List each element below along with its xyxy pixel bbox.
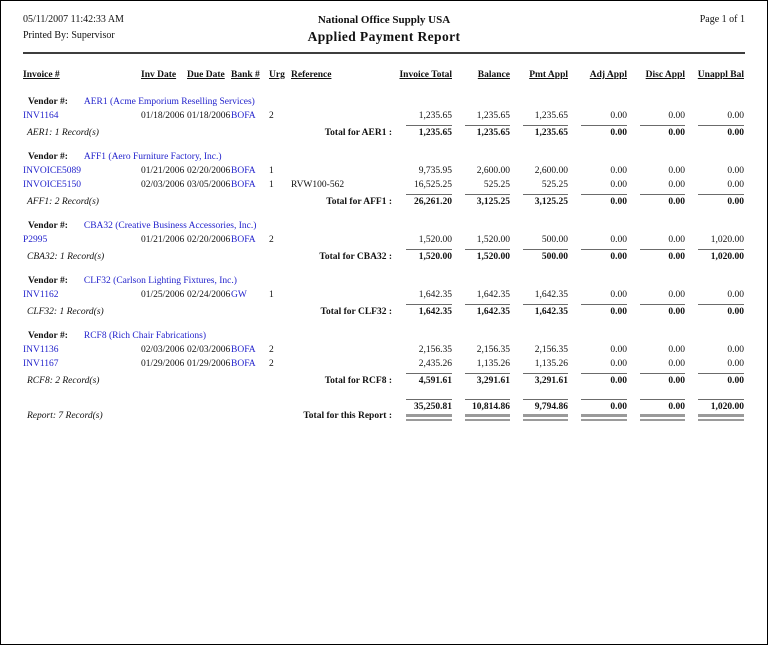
group-total-pmt-appl (513, 369, 571, 386)
cell-urg: 1 (269, 290, 274, 300)
vendor-number-label: Vendor #: (28, 97, 68, 107)
cell-adj-appl: 0.00 (610, 359, 627, 369)
group-total-adj-appl (571, 369, 630, 386)
group-total-pmt-appl (513, 300, 571, 317)
vendor-link[interactable]: CBA32 (Creative Business Accessories, Inc.) (83, 221, 257, 231)
invoice-number-link[interactable]: P2995 (23, 235, 48, 245)
cell-pmt-appl: 500.00 (541, 235, 568, 245)
group-total-value: 0.00 (581, 249, 627, 262)
spacer-cell (23, 317, 747, 326)
bank-link[interactable]: BOFA (231, 166, 256, 176)
group-total-row (23, 121, 747, 138)
cell-balance: 1,520.00 (476, 235, 510, 245)
invoice-row (23, 341, 747, 355)
cell-reference (291, 162, 396, 176)
invoice-number-link[interactable]: INV1164 (23, 111, 59, 121)
cell-adj-appl: 0.00 (610, 235, 627, 245)
group-total-unappl-bal (688, 245, 747, 262)
cell-unappl-bal: 0.00 (727, 359, 744, 369)
group-total-pmt-appl (513, 121, 571, 138)
invoice-row (23, 162, 747, 176)
group-total-value: 4,591.61 (406, 373, 452, 386)
cell-due-date: 02/20/2006 (187, 235, 231, 245)
double-underline-bar (698, 414, 744, 417)
group-total-balance (455, 369, 513, 386)
printed-datetime: 05/11/2007 11:42:33 AM (23, 14, 124, 25)
payment-table (23, 70, 747, 421)
invoice-number-link[interactable]: INVOICE5150 (23, 180, 82, 190)
vendor-link[interactable]: RCF8 (Rich Chair Fabrications) (83, 331, 207, 341)
group-total-adj-appl (571, 300, 630, 317)
cell-balance: 525.25 (483, 180, 510, 190)
printed-by: Printed By: Supervisor (23, 30, 115, 41)
group-total-disc-appl (630, 245, 688, 262)
bank-link[interactable]: BOFA (231, 345, 256, 355)
group-total-pmt-appl (513, 245, 571, 262)
cell-disc-appl: 0.00 (668, 235, 685, 245)
cell-unappl-bal: 0.00 (727, 345, 744, 355)
spacer-row (23, 207, 747, 216)
col-adj-appl: Adj Appl (589, 70, 627, 80)
group-total-value: 0.00 (581, 194, 627, 207)
report-total-balance (455, 399, 513, 421)
report-total-value: 0.00 (640, 399, 685, 412)
vendor-cell (23, 216, 747, 231)
cell-due-date: 02/20/2006 (187, 166, 231, 176)
invoice-number-link[interactable]: INV1167 (23, 359, 59, 369)
group-total-label: Total for CBA32 : (319, 252, 392, 262)
group-total-adj-appl (571, 245, 630, 262)
report-header (1, 1, 767, 45)
group-total-disc-appl (630, 369, 688, 386)
vendor-number-label: Vendor #: (28, 276, 68, 286)
cell-reference: RVW100-562 (291, 180, 345, 190)
double-underline-bar (581, 419, 627, 421)
cell-balance: 1,135.26 (476, 359, 510, 369)
group-total-value: 0.00 (640, 249, 685, 262)
group-total-disc-appl (630, 300, 688, 317)
double-underline-bar (465, 419, 510, 421)
spacer-cell (23, 207, 747, 216)
cell-urg: 2 (269, 359, 274, 369)
group-total-label: Total for AFF1 : (326, 197, 392, 207)
group-total-unappl-bal (688, 300, 747, 317)
cell-reference (291, 107, 396, 121)
cell-invoice-total: 9,735.95 (418, 166, 452, 176)
group-records-label: AER1: 1 Record(s) (27, 128, 99, 138)
col-balance: Balance (477, 70, 510, 80)
group-total-disc-appl (630, 121, 688, 138)
group-total-label: Total for RCF8 : (324, 376, 392, 386)
cell-urg: 2 (269, 345, 274, 355)
header-left (23, 14, 243, 45)
group-total-value: 0.00 (698, 304, 744, 317)
cell-adj-appl: 0.00 (610, 345, 627, 355)
spacer-row (23, 317, 747, 326)
spacer-row (23, 386, 747, 399)
cell-disc-appl: 0.00 (668, 166, 685, 176)
group-total-adj-appl (571, 190, 630, 207)
group-total-unappl-bal (688, 190, 747, 207)
cell-invoice-total: 1,642.35 (418, 290, 452, 300)
group-total-pmt-appl (513, 190, 571, 207)
group-total-value: 1,235.65 (523, 125, 568, 138)
cell-inv-date: 01/29/2006 (141, 359, 185, 369)
group-records-label: CLF32: 1 Record(s) (27, 307, 104, 317)
group-total-value: 3,125.25 (465, 194, 510, 207)
vendor-link[interactable]: AER1 (Acme Emporium Reselling Services) (83, 97, 255, 107)
vendor-number-label: Vendor #: (28, 331, 68, 341)
spacer-cell (23, 262, 747, 271)
group-total-value: 1,642.35 (406, 304, 452, 317)
report-total-adj-appl (571, 399, 630, 421)
report-total-value: 0.00 (581, 399, 627, 412)
report-total-pmt-appl (513, 399, 571, 421)
cell-disc-appl: 0.00 (668, 111, 685, 121)
report-title: Applied Payment Report (307, 29, 461, 44)
group-total-invoice-total (396, 300, 455, 317)
bank-link[interactable]: BOFA (231, 359, 256, 369)
cell-pmt-appl: 2,600.00 (534, 166, 568, 176)
invoice-number-link[interactable]: INVOICE5089 (23, 166, 82, 176)
cell-invoice-total: 16,525.25 (414, 180, 452, 190)
group-total-unappl-bal (688, 369, 747, 386)
group-total-label: Total for AER1 : (324, 128, 392, 138)
group-total-value: 0.00 (581, 304, 627, 317)
group-total-disc-appl (630, 190, 688, 207)
cell-disc-appl: 0.00 (668, 290, 685, 300)
cell-pmt-appl: 1,642.35 (534, 290, 568, 300)
double-underline-bar (581, 414, 627, 417)
cell-adj-appl: 0.00 (610, 166, 627, 176)
cell-unappl-bal: 0.00 (727, 180, 744, 190)
report-body (23, 83, 747, 421)
cell-balance: 1,642.35 (476, 290, 510, 300)
bank-link[interactable]: GW (231, 290, 247, 300)
group-total-value: 3,125.25 (523, 194, 568, 207)
spacer-cell (23, 83, 747, 92)
group-total-value: 1,235.65 (406, 125, 452, 138)
spacer-cell (23, 386, 747, 399)
col-reference: Reference (291, 70, 332, 80)
group-total-row (23, 245, 747, 262)
group-total-value: 0.00 (698, 373, 744, 386)
cell-inv-date: 01/21/2006 (141, 166, 185, 176)
cell-pmt-appl: 2,156.35 (534, 345, 568, 355)
report-total-disc-appl (630, 399, 688, 421)
cell-invoice-total: 2,156.35 (418, 345, 452, 355)
group-total-value: 0.00 (581, 373, 627, 386)
vendor-number-label: Vendor #: (28, 152, 68, 162)
group-total-value: 1,520.00 (406, 249, 452, 262)
invoice-row (23, 107, 747, 121)
group-total-value: 1,642.35 (523, 304, 568, 317)
cell-due-date: 02/24/2006 (187, 290, 231, 300)
cell-balance: 2,600.00 (476, 166, 510, 176)
cell-reference (291, 286, 396, 300)
bank-link[interactable]: BOFA (231, 180, 256, 190)
cell-unappl-bal: 0.00 (727, 111, 744, 121)
double-underline-bar (640, 414, 685, 417)
invoice-number-link[interactable]: INV1136 (23, 345, 59, 355)
group-total-unappl-bal (688, 121, 747, 138)
group-total-label: Total for CLF32 : (320, 307, 392, 317)
cell-balance: 1,235.65 (476, 111, 510, 121)
vendor-cell (23, 326, 747, 341)
report-total-row (23, 399, 747, 421)
cell-disc-appl: 0.00 (668, 345, 685, 355)
cell-pmt-appl: 525.25 (541, 180, 568, 190)
vendor-header-row (23, 326, 747, 341)
invoice-row (23, 355, 747, 369)
group-total-balance (455, 245, 513, 262)
group-total-value: 0.00 (698, 194, 744, 207)
header-divider (23, 52, 745, 54)
group-total-value: 1,642.35 (465, 304, 510, 317)
double-underline-bar (465, 414, 510, 417)
cell-inv-date: 01/21/2006 (141, 235, 185, 245)
group-total-balance (455, 121, 513, 138)
group-total-invoice-total (396, 245, 455, 262)
cell-pmt-appl: 1,235.65 (534, 111, 568, 121)
group-total-value: 0.00 (640, 194, 685, 207)
group-total-value: 1,520.00 (465, 249, 510, 262)
cell-reference (291, 341, 396, 355)
cell-adj-appl: 0.00 (610, 111, 627, 121)
group-total-value: 1,235.65 (465, 125, 510, 138)
header-center (243, 14, 525, 45)
cell-reference (291, 231, 396, 245)
report-total-label: Total for this Report : (303, 411, 392, 421)
group-total-row (23, 369, 747, 386)
cell-reference (291, 355, 396, 369)
group-total-value: 0.00 (640, 373, 685, 386)
report-total-unappl-bal (688, 399, 747, 421)
cell-balance: 2,156.35 (476, 345, 510, 355)
group-total-adj-appl (571, 121, 630, 138)
group-total-value: 0.00 (640, 125, 685, 138)
cell-invoice-total: 1,235.65 (418, 111, 452, 121)
invoice-row (23, 231, 747, 245)
spacer-row (23, 83, 747, 92)
report-total-value: 10,814.86 (465, 399, 510, 412)
col-inv-date: Inv Date (141, 70, 177, 80)
group-total-invoice-total (396, 369, 455, 386)
vendor-cell (23, 271, 747, 286)
company-name: National Office Supply USA (317, 14, 451, 26)
vendor-header-row (23, 92, 747, 107)
cell-invoice-total: 2,435.26 (418, 359, 452, 369)
report-records-label: Report: 7 Record(s) (27, 411, 103, 421)
vendor-cell (23, 147, 747, 162)
cell-unappl-bal: 1,020.00 (710, 235, 744, 245)
cell-adj-appl: 0.00 (610, 180, 627, 190)
group-records-label: AFF1: 2 Record(s) (27, 197, 99, 207)
spacer-cell (23, 138, 747, 147)
group-total-value: 3,291.61 (523, 373, 568, 386)
cell-urg: 1 (269, 180, 274, 190)
bank-link[interactable]: BOFA (231, 111, 256, 121)
double-underline-bar (523, 414, 568, 417)
double-underline-bar (640, 419, 685, 421)
cell-adj-appl: 0.00 (610, 290, 627, 300)
spacer-row (23, 262, 747, 271)
col-due-date: Due Date (187, 70, 225, 80)
cell-due-date: 03/05/2006 (187, 180, 231, 190)
cell-unappl-bal: 0.00 (727, 290, 744, 300)
report-total-invoice-total (396, 399, 455, 421)
invoice-row (23, 286, 747, 300)
cell-disc-appl: 0.00 (668, 359, 685, 369)
group-total-value: 1,020.00 (698, 249, 744, 262)
cell-inv-date: 01/25/2006 (141, 290, 185, 300)
vendor-number-label: Vendor #: (28, 221, 68, 231)
group-records-label: CBA32: 1 Record(s) (27, 252, 105, 262)
group-total-row (23, 190, 747, 207)
double-underline-bar (698, 419, 744, 421)
group-total-value: 0.00 (698, 125, 744, 138)
double-underline-bar (523, 419, 568, 421)
vendor-link[interactable]: CLF32 (Carlson Lighting Fixtures, Inc.) (83, 276, 237, 286)
vendor-header-row (23, 216, 747, 231)
cell-inv-date: 02/03/2006 (141, 180, 185, 190)
group-total-invoice-total (396, 190, 455, 207)
cell-due-date: 01/18/2006 (187, 111, 231, 121)
spacer-row (23, 138, 747, 147)
cell-disc-appl: 0.00 (668, 180, 685, 190)
cell-urg: 1 (269, 166, 274, 176)
col-bank-number: Bank # (231, 70, 260, 80)
cell-urg: 2 (269, 235, 274, 245)
cell-unappl-bal: 0.00 (727, 166, 744, 176)
group-total-invoice-total (396, 121, 455, 138)
col-pmt-appl: Pmt Appl (529, 70, 568, 80)
group-total-row (23, 300, 747, 317)
vendor-cell (23, 92, 747, 107)
vendor-header-row (23, 271, 747, 286)
bank-link[interactable]: BOFA (231, 235, 256, 245)
invoice-row (23, 176, 747, 190)
double-underline-bar (406, 419, 452, 421)
report-total-value: 1,020.00 (698, 399, 744, 412)
cell-invoice-total: 1,520.00 (418, 235, 452, 245)
group-total-value: 26,261.20 (406, 194, 452, 207)
page-number: Page 1 of 1 (699, 14, 745, 25)
group-total-value: 500.00 (523, 249, 568, 262)
group-records-label: RCF8: 2 Record(s) (27, 376, 100, 386)
report-total-value: 35,250.81 (406, 399, 452, 412)
group-total-value: 0.00 (581, 125, 627, 138)
report-total-value: 9,794.86 (523, 399, 568, 412)
col-disc-appl: Disc Appl (645, 70, 685, 80)
cell-due-date: 01/29/2006 (187, 359, 231, 369)
group-total-value: 3,291.61 (465, 373, 510, 386)
cell-pmt-appl: 1,135.26 (534, 359, 568, 369)
group-total-balance (455, 190, 513, 207)
col-invoice-number: Invoice # (23, 70, 60, 80)
column-header-row (23, 70, 747, 83)
col-urg: Urg (269, 70, 285, 80)
vendor-link[interactable]: AFF1 (Aero Furniture Factory, Inc.) (83, 152, 222, 162)
col-unappl-bal: Unappl Bal (697, 70, 744, 80)
group-total-balance (455, 300, 513, 317)
col-invoice-total: Invoice Total (399, 70, 452, 80)
cell-inv-date: 02/03/2006 (141, 345, 185, 355)
invoice-number-link[interactable]: INV1162 (23, 290, 59, 300)
cell-inv-date: 01/18/2006 (141, 111, 185, 121)
double-underline-bar (406, 414, 452, 417)
group-total-value: 0.00 (640, 304, 685, 317)
cell-urg: 2 (269, 111, 274, 121)
cell-due-date: 02/03/2006 (187, 345, 231, 355)
vendor-header-row (23, 147, 747, 162)
